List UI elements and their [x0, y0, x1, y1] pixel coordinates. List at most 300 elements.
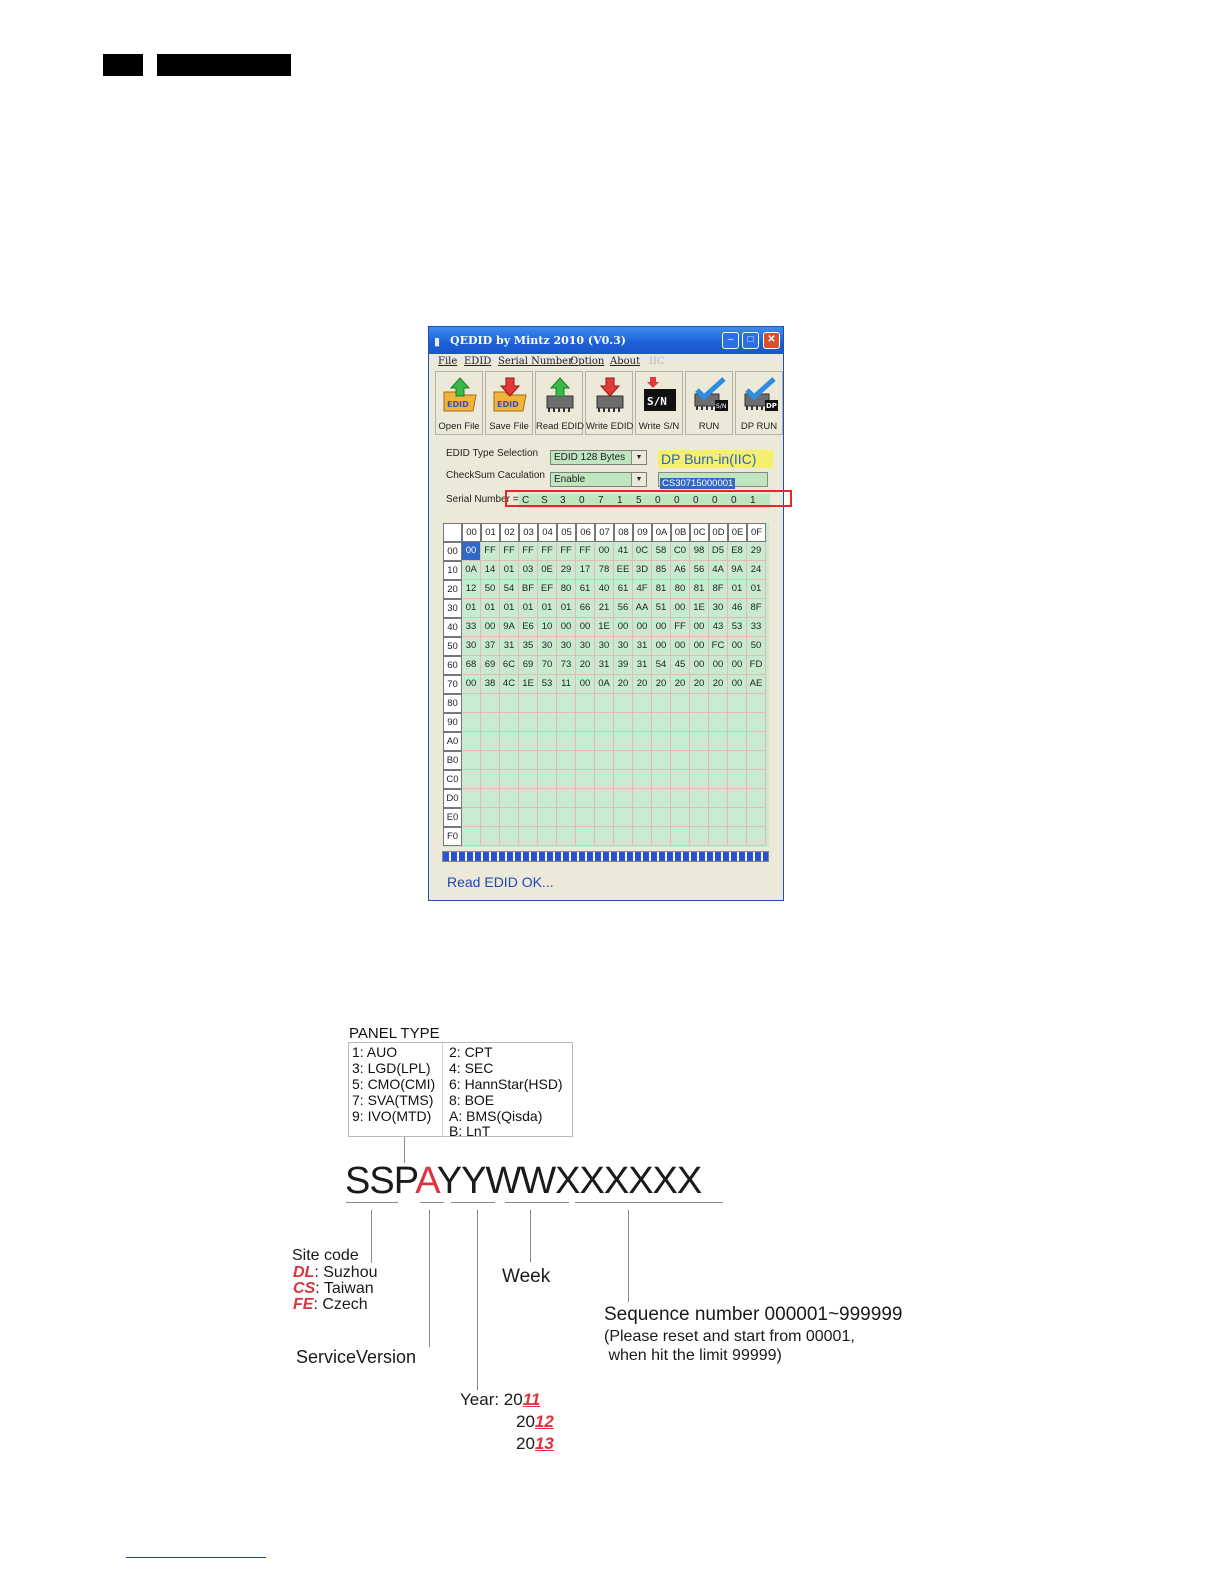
hex-cell[interactable]: 0C [633, 542, 652, 561]
connector-line [477, 1210, 478, 1390]
hex-cell[interactable] [481, 827, 500, 846]
hex-cell[interactable] [747, 694, 766, 713]
status-text: Read EDID OK... [447, 874, 554, 890]
hex-cell[interactable] [747, 732, 766, 751]
hex-cell[interactable]: 20 [633, 675, 652, 694]
hex-cell[interactable]: 69 [519, 656, 538, 675]
hex-cell[interactable]: 4C [500, 675, 519, 694]
hex-cell[interactable]: 01 [500, 599, 519, 618]
chevron-down-icon[interactable]: ▼ [631, 451, 646, 464]
hex-cell[interactable]: 00 [709, 656, 728, 675]
hex-cell[interactable] [538, 713, 557, 732]
hex-cell[interactable] [462, 827, 481, 846]
hex-cell[interactable]: AA [633, 599, 652, 618]
hex-cell[interactable]: 9A [500, 618, 519, 637]
hex-cell[interactable] [519, 732, 538, 751]
hex-cell[interactable] [633, 694, 652, 713]
row-header: 00 [443, 542, 462, 561]
hex-cell[interactable] [500, 827, 519, 846]
hex-cell[interactable] [481, 770, 500, 789]
hex-cell[interactable] [595, 751, 614, 770]
hex-cell[interactable]: 00 [614, 618, 633, 637]
hex-cell[interactable]: 00 [462, 542, 481, 561]
hex-cell[interactable]: 41 [614, 542, 633, 561]
hex-cell[interactable] [576, 808, 595, 827]
hex-cell[interactable]: 10 [538, 618, 557, 637]
hex-cell[interactable]: 00 [671, 637, 690, 656]
hex-cell[interactable] [671, 694, 690, 713]
hex-cell[interactable] [519, 808, 538, 827]
hex-cell[interactable] [557, 827, 576, 846]
hex-cell[interactable]: 40 [595, 580, 614, 599]
hex-cell[interactable]: FF [500, 542, 519, 561]
hex-cell[interactable] [538, 789, 557, 808]
hex-cell[interactable] [500, 694, 519, 713]
hex-cell[interactable]: 01 [500, 561, 519, 580]
hex-cell[interactable]: 73 [557, 656, 576, 675]
hex-cell[interactable]: 50 [481, 580, 500, 599]
hex-cell[interactable]: 81 [652, 580, 671, 599]
hex-cell[interactable]: 00 [576, 675, 595, 694]
hex-cell[interactable]: EF [538, 580, 557, 599]
hex-cell[interactable] [728, 751, 747, 770]
hex-cell[interactable]: C0 [671, 542, 690, 561]
hex-cell[interactable] [557, 789, 576, 808]
hex-cell[interactable] [652, 694, 671, 713]
hex-cell[interactable] [538, 751, 557, 770]
hex-cell[interactable]: 0E [538, 561, 557, 580]
hex-cell[interactable]: 81 [690, 580, 709, 599]
hex-cell[interactable] [690, 732, 709, 751]
serial-input[interactable] [658, 472, 768, 487]
hex-cell[interactable]: 66 [576, 599, 595, 618]
hex-cell[interactable] [728, 732, 747, 751]
hex-cell[interactable]: 00 [557, 618, 576, 637]
hex-cell[interactable] [728, 694, 747, 713]
hex-cell[interactable] [709, 713, 728, 732]
hex-cell[interactable] [519, 789, 538, 808]
write-sn-button[interactable] [635, 371, 683, 435]
hex-cell[interactable]: 20 [652, 675, 671, 694]
column-header: 0B [671, 523, 690, 542]
hex-cell[interactable] [462, 713, 481, 732]
hex-cell[interactable]: 00 [690, 637, 709, 656]
hex-cell[interactable] [595, 808, 614, 827]
hex-cell[interactable]: 01 [462, 599, 481, 618]
hex-cell[interactable] [690, 694, 709, 713]
chevron-down-icon[interactable]: ▼ [631, 473, 646, 486]
svg-text:EDID: EDID [497, 400, 519, 409]
hex-cell[interactable]: 31 [633, 637, 652, 656]
hex-cell[interactable]: 51 [652, 599, 671, 618]
write-edid-button[interactable] [585, 371, 633, 435]
hex-cell[interactable]: 70 [538, 656, 557, 675]
hex-cell[interactable] [652, 732, 671, 751]
hex-cell[interactable]: 01 [519, 599, 538, 618]
hex-cell[interactable]: 39 [614, 656, 633, 675]
hex-cell[interactable]: 33 [462, 618, 481, 637]
hex-cell[interactable] [633, 808, 652, 827]
hex-cell[interactable] [690, 713, 709, 732]
hex-cell[interactable]: 9A [728, 561, 747, 580]
hex-cell[interactable] [462, 808, 481, 827]
hex-cell[interactable]: 00 [690, 656, 709, 675]
hex-cell[interactable] [538, 732, 557, 751]
hex-cell[interactable] [576, 732, 595, 751]
hex-cell[interactable]: 54 [500, 580, 519, 599]
hex-cell[interactable] [652, 827, 671, 846]
hex-cell[interactable] [709, 751, 728, 770]
hex-cell[interactable]: E8 [728, 542, 747, 561]
hex-cell[interactable]: 00 [633, 618, 652, 637]
hex-cell[interactable] [747, 713, 766, 732]
hex-cell[interactable]: FD [747, 656, 766, 675]
hex-cell[interactable]: EE [614, 561, 633, 580]
hex-cell[interactable]: 58 [652, 542, 671, 561]
hex-cell[interactable]: 01 [557, 599, 576, 618]
hex-cell[interactable]: 8F [709, 580, 728, 599]
hex-cell[interactable] [500, 770, 519, 789]
hex-cell[interactable] [747, 770, 766, 789]
hex-cell[interactable] [576, 789, 595, 808]
hex-cell[interactable]: 24 [747, 561, 766, 580]
hex-cell[interactable]: FC [709, 637, 728, 656]
hex-cell[interactable]: 21 [595, 599, 614, 618]
hex-cell[interactable] [462, 694, 481, 713]
hex-cell[interactable]: 33 [747, 618, 766, 637]
hex-cell[interactable] [614, 808, 633, 827]
hex-cell[interactable]: 20 [614, 675, 633, 694]
hex-cell[interactable]: 01 [747, 580, 766, 599]
hex-cell[interactable] [652, 789, 671, 808]
hex-cell[interactable]: 00 [728, 637, 747, 656]
hex-cell[interactable] [633, 770, 652, 789]
checksum-select[interactable] [550, 472, 647, 487]
maximize-button[interactable]: □ [742, 332, 759, 349]
hex-cell[interactable] [614, 713, 633, 732]
read-edid-label: Read EDID [536, 421, 585, 432]
hex-cell[interactable]: 85 [652, 561, 671, 580]
hex-cell[interactable] [557, 770, 576, 789]
hex-cell[interactable] [500, 732, 519, 751]
hex-cell[interactable]: FF [557, 542, 576, 561]
hex-cell[interactable] [576, 751, 595, 770]
hex-cell[interactable] [595, 770, 614, 789]
hex-cell[interactable]: 61 [614, 580, 633, 599]
hex-cell[interactable] [595, 732, 614, 751]
hex-cell[interactable]: 8F [747, 599, 766, 618]
hex-cell[interactable] [747, 789, 766, 808]
hex-cell[interactable] [519, 713, 538, 732]
save-file-button[interactable] [485, 371, 533, 435]
hex-cell[interactable]: 00 [576, 618, 595, 637]
hex-cell[interactable]: 4F [633, 580, 652, 599]
hex-cell[interactable] [690, 770, 709, 789]
hex-cell[interactable]: 0A [462, 561, 481, 580]
hex-cell[interactable]: 11 [557, 675, 576, 694]
hex-cell[interactable] [728, 808, 747, 827]
hex-cell[interactable] [690, 751, 709, 770]
menu-serial-number[interactable]: Serial Number [498, 356, 573, 367]
hex-cell[interactable] [481, 751, 500, 770]
hex-cell[interactable]: 30 [709, 599, 728, 618]
hex-cell[interactable] [728, 827, 747, 846]
open-file-button[interactable] [435, 371, 483, 435]
menu-about[interactable]: About [610, 356, 641, 367]
hex-cell[interactable] [595, 827, 614, 846]
hex-cell[interactable] [557, 751, 576, 770]
hex-cell[interactable] [538, 694, 557, 713]
hex-cell[interactable] [576, 694, 595, 713]
hex-cell[interactable] [614, 827, 633, 846]
hex-cell[interactable]: 61 [576, 580, 595, 599]
hex-cell[interactable] [690, 827, 709, 846]
hex-cell[interactable] [633, 732, 652, 751]
hex-cell[interactable]: 29 [557, 561, 576, 580]
hex-cell[interactable]: 3D [633, 561, 652, 580]
hex-cell[interactable] [462, 732, 481, 751]
qedid-window [428, 326, 784, 901]
hex-cell[interactable] [462, 751, 481, 770]
hex-cell[interactable] [614, 694, 633, 713]
hex-cell[interactable]: 20 [690, 675, 709, 694]
hex-cell[interactable]: 00 [652, 618, 671, 637]
hex-cell[interactable] [519, 694, 538, 713]
hex-cell[interactable]: 68 [462, 656, 481, 675]
hex-cell[interactable] [633, 789, 652, 808]
minimize-button[interactable]: – [722, 332, 739, 349]
hex-cell[interactable]: FF [538, 542, 557, 561]
hex-cell[interactable]: 31 [595, 656, 614, 675]
hex-cell[interactable] [652, 808, 671, 827]
hex-cell[interactable] [500, 808, 519, 827]
column-header: 0A [652, 523, 671, 542]
hex-cell[interactable]: 03 [519, 561, 538, 580]
hex-cell[interactable] [671, 713, 690, 732]
row-header: 90 [443, 713, 462, 732]
hex-cell[interactable] [538, 770, 557, 789]
hex-cell[interactable] [557, 732, 576, 751]
hex-cell[interactable]: 01 [538, 599, 557, 618]
hex-cell[interactable]: 54 [652, 656, 671, 675]
hex-cell[interactable]: 30 [614, 637, 633, 656]
hex-cell[interactable] [671, 808, 690, 827]
column-header: 05 [557, 523, 576, 542]
hex-cell[interactable] [690, 808, 709, 827]
hex-cell[interactable]: 00 [462, 675, 481, 694]
edid-type-select[interactable] [550, 450, 647, 465]
hex-cell[interactable] [595, 789, 614, 808]
hex-cell[interactable] [671, 770, 690, 789]
hex-cell[interactable] [709, 789, 728, 808]
hex-cell[interactable]: 30 [538, 637, 557, 656]
hex-cell[interactable]: FF [481, 542, 500, 561]
run-button[interactable] [685, 371, 733, 435]
serial-digit: 1 [750, 495, 756, 506]
hex-cell[interactable] [614, 751, 633, 770]
hex-cell[interactable] [633, 713, 652, 732]
hex-cell[interactable]: 00 [595, 542, 614, 561]
hex-cell[interactable] [728, 770, 747, 789]
hex-cell[interactable] [747, 751, 766, 770]
hex-cell[interactable]: 20 [576, 656, 595, 675]
hex-cell[interactable] [671, 827, 690, 846]
hex-cell[interactable] [595, 713, 614, 732]
hex-cell[interactable]: 0A [595, 675, 614, 694]
hex-cell[interactable] [614, 732, 633, 751]
hex-cell[interactable]: BF [519, 580, 538, 599]
hex-cell[interactable]: 30 [462, 637, 481, 656]
hex-cell[interactable] [671, 789, 690, 808]
hex-cell[interactable]: 56 [690, 561, 709, 580]
hex-cell[interactable]: 31 [500, 637, 519, 656]
hex-cell[interactable]: 37 [481, 637, 500, 656]
hex-cell[interactable] [652, 751, 671, 770]
hex-cell[interactable]: 1E [595, 618, 614, 637]
serial-digit: 0 [674, 495, 680, 506]
hex-cell[interactable] [519, 827, 538, 846]
hex-cell[interactable]: 00 [728, 675, 747, 694]
hex-cell[interactable] [747, 827, 766, 846]
menu-file[interactable]: File [438, 356, 458, 367]
hex-cell[interactable] [614, 789, 633, 808]
hex-cell[interactable]: 35 [519, 637, 538, 656]
hex-cell[interactable] [481, 789, 500, 808]
hex-cell[interactable]: 00 [481, 618, 500, 637]
hex-cell[interactable] [728, 789, 747, 808]
hex-cell[interactable] [500, 713, 519, 732]
hex-cell[interactable] [690, 789, 709, 808]
hex-cell[interactable] [671, 732, 690, 751]
hex-cell[interactable] [519, 770, 538, 789]
hex-cell[interactable]: 30 [557, 637, 576, 656]
svg-text:S/N: S/N [716, 403, 727, 410]
hex-cell[interactable] [557, 694, 576, 713]
hex-cell[interactable] [576, 713, 595, 732]
hex-cell[interactable]: 6C [500, 656, 519, 675]
hex-cell[interactable]: 12 [462, 580, 481, 599]
hex-cell[interactable]: FF [576, 542, 595, 561]
hex-cell[interactable]: 00 [690, 618, 709, 637]
hex-cell[interactable]: 53 [538, 675, 557, 694]
serial-digit: 0 [712, 495, 718, 506]
hex-cell[interactable] [481, 732, 500, 751]
hex-cell[interactable] [709, 732, 728, 751]
hex-cell[interactable] [652, 770, 671, 789]
hex-cell[interactable]: 56 [614, 599, 633, 618]
hex-cell[interactable] [728, 713, 747, 732]
hex-cell[interactable]: 98 [690, 542, 709, 561]
hex-cell[interactable]: 46 [728, 599, 747, 618]
hex-cell[interactable] [576, 827, 595, 846]
hex-cell[interactable] [519, 751, 538, 770]
read-edid-button[interactable] [535, 371, 583, 435]
serial-input-value: CS30715000001 [662, 478, 734, 489]
serial-digit: 5 [636, 495, 642, 506]
menu-edid[interactable]: EDID [464, 356, 492, 367]
hex-cell[interactable]: 1E [519, 675, 538, 694]
hex-cell[interactable] [595, 694, 614, 713]
hex-cell[interactable] [652, 713, 671, 732]
hex-cell[interactable]: 30 [595, 637, 614, 656]
hex-cell[interactable] [462, 770, 481, 789]
hex-cell[interactable]: 00 [728, 656, 747, 675]
hex-cell[interactable] [538, 808, 557, 827]
hex-cell[interactable]: 53 [728, 618, 747, 637]
hex-cell[interactable]: 30 [576, 637, 595, 656]
menu-option[interactable]: Option [570, 356, 605, 367]
hex-cell[interactable]: A6 [671, 561, 690, 580]
hex-cell[interactable]: 31 [633, 656, 652, 675]
hex-cell[interactable]: 78 [595, 561, 614, 580]
hex-cell[interactable] [747, 808, 766, 827]
hex-cell[interactable] [500, 751, 519, 770]
hex-cell[interactable] [481, 808, 500, 827]
column-header: 0E [728, 523, 747, 542]
hex-cell[interactable] [481, 694, 500, 713]
hex-cell[interactable] [709, 770, 728, 789]
hex-cell[interactable]: 80 [671, 580, 690, 599]
hex-cell[interactable]: 45 [671, 656, 690, 675]
hex-cell[interactable]: 17 [576, 561, 595, 580]
hex-cell[interactable] [481, 713, 500, 732]
hex-cell[interactable]: 69 [481, 656, 500, 675]
hex-cell[interactable] [462, 789, 481, 808]
site-code-abbr: DL [293, 1264, 315, 1281]
column-header: 09 [633, 523, 652, 542]
hex-cell[interactable]: 20 [671, 675, 690, 694]
hex-cell[interactable]: FF [671, 618, 690, 637]
hex-cell[interactable] [709, 694, 728, 713]
hex-cell[interactable]: E6 [519, 618, 538, 637]
column-header: 0D [709, 523, 728, 542]
hex-cell[interactable]: 00 [671, 599, 690, 618]
edid-type-value: EDID 128 Bytes [554, 452, 626, 463]
hex-cell[interactable] [500, 789, 519, 808]
hex-cell[interactable]: 50 [747, 637, 766, 656]
hex-cell[interactable]: 43 [709, 618, 728, 637]
hex-cell[interactable]: D5 [709, 542, 728, 561]
hex-cell[interactable]: 4A [709, 561, 728, 580]
hex-cell[interactable] [709, 827, 728, 846]
hex-cell[interactable] [709, 808, 728, 827]
hex-cell[interactable]: 1E [690, 599, 709, 618]
hex-cell[interactable]: AE [747, 675, 766, 694]
hex-cell[interactable] [633, 827, 652, 846]
hex-cell[interactable]: 01 [481, 599, 500, 618]
hex-cell[interactable] [633, 751, 652, 770]
hex-cell[interactable] [671, 751, 690, 770]
serial-digit: S [541, 495, 548, 506]
hex-cell[interactable]: 00 [652, 637, 671, 656]
column-header: 01 [481, 523, 500, 542]
hex-cell[interactable]: 20 [709, 675, 728, 694]
hex-cell[interactable]: 38 [481, 675, 500, 694]
serial-digit: 7 [598, 495, 604, 506]
hex-cell[interactable]: 01 [728, 580, 747, 599]
hex-cell[interactable]: FF [519, 542, 538, 561]
hex-cell[interactable]: 80 [557, 580, 576, 599]
hex-cell[interactable] [614, 770, 633, 789]
hex-cell[interactable]: 29 [747, 542, 766, 561]
dp-run-button[interactable] [735, 371, 783, 435]
hex-cell[interactable] [576, 770, 595, 789]
close-button[interactable]: ✕ [763, 332, 780, 349]
hex-cell[interactable] [557, 808, 576, 827]
hex-cell[interactable]: 14 [481, 561, 500, 580]
hex-cell[interactable] [538, 827, 557, 846]
hex-cell[interactable] [557, 713, 576, 732]
